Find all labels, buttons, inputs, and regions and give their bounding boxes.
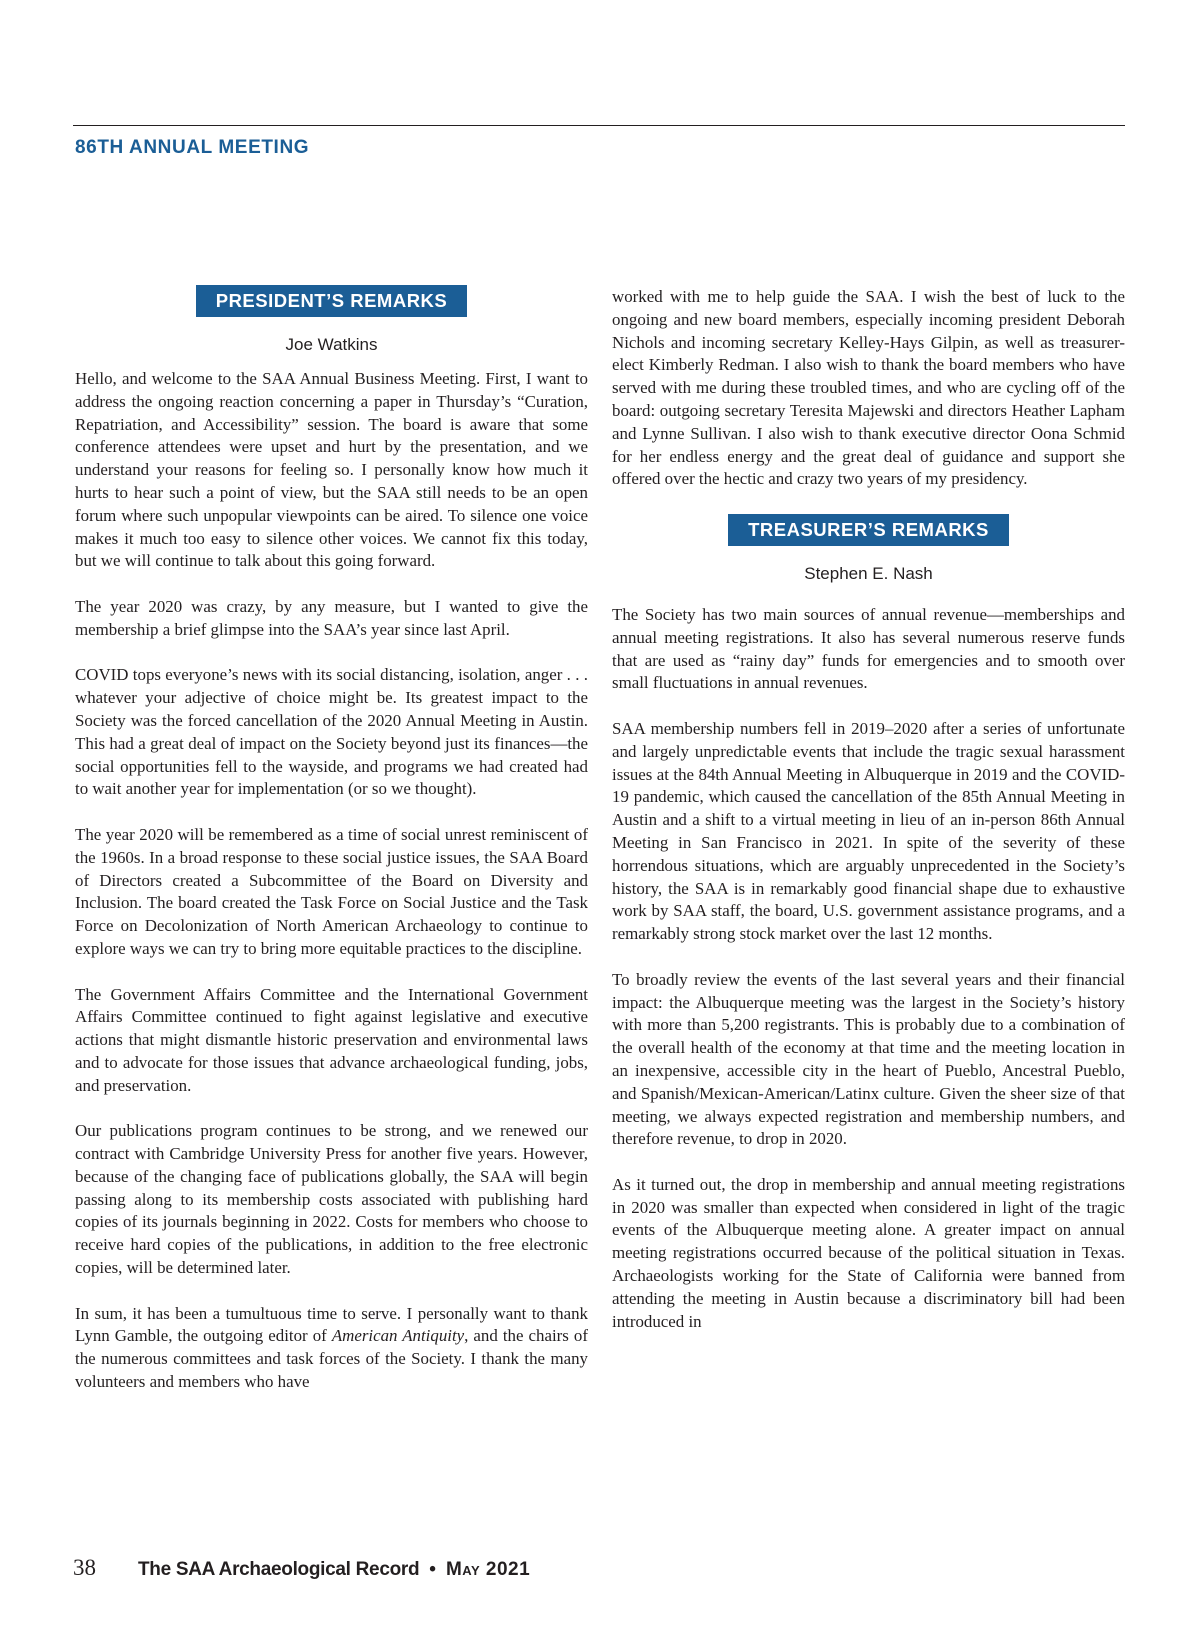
- president-remarks-heading: PRESIDENT’S REMARKS: [196, 285, 468, 317]
- treasurer-author: Stephen E. Nash: [804, 563, 933, 583]
- closing-text: , and the chairs of the numerous committees and task forces of the Society. I thank the many volunteers and members who have: [75, 1326, 588, 1392]
- paragraph: COVID tops everyone’s news with its social distancing, isolation, anger . . . whatever your adjective of choice might be. Its greatest impact to the Society was the forced cancellation of the 2020 Annual Meeting in Austin. This had a great deal of impact on the Society beyond just its finances—the social opportunities fell to the wayside, and programs we had created had to wait another year for implementation (or so we thought).: [75, 665, 588, 799]
- president-author: Joe Watkins: [285, 335, 378, 354]
- paragraph: The Government Affairs Committee and the International Government Affairs Committee continued to fight against legislative and executive actions that might dismantle historic preservation and environmental laws and to advocate for those issues that advance archaeological funding, jobs, and preservation.: [75, 984, 588, 1095]
- header-rule: [73, 125, 1125, 126]
- issue-date: May 2021: [445, 1559, 531, 1580]
- treasurer-remarks-heading: TREASURER’S REMARKS: [728, 514, 1009, 546]
- closing-text: In sum, it has been a tumultuous time to serve. I personally want to thank Lynn Gamble, the outgoing editor of: [75, 1303, 588, 1346]
- paragraph: Hello, and welcome to the SAA Annual Business Meeting. First, I want to address the ongoing reaction concerning a paper in Thursday’s “Curation, Repatriation, and Accessibility” session. The board is aware that some conference attendees were upset and hurt by the presentation, and we understand your reasons for feeling so. I personally know how much it hurts to hear such a point of view, but the SAA still needs to be an open forum where such unpopular viewpoints can be aired. To silence one voice makes it much too easy to silence other voices. We cannot fix this today, but we will continue to talk about this going forward.: [75, 369, 588, 571]
- paragraph: The Society has two main sources of annual revenue—memberships and annual meeting registrations. It also has several numerous reserve funds that are used as “rainy day” funds for emergencies and to smooth over small fluctuations in annual revenues.: [612, 604, 1125, 693]
- paragraph: To broadly review the events of the last several years and their financial impact: the Albuquerque meeting was the largest in the Society’s history with more than 5,200 registrants. This is probably due to a combination of the overall health of the economy at that time and the meeting location in an inexpensive, accessible city in the heart of Pueblo, Ancestral Pueblo, and Spanish/Mexican-American/Latinx culture. Given the sheer size of that meeting, we always expected registration and membership numbers, and therefore revenue, to drop in 2020.: [612, 969, 1125, 1149]
- journal-name: The SAA Archaeological Record: [138, 1559, 420, 1580]
- paragraph: The year 2020 was crazy, by any measure, but I wanted to give the membership a brief glimpse into the SAA’s year since last April.: [75, 596, 588, 639]
- paragraph: As it turned out, the drop in membership and annual meeting registrations in 2020 was smaller than expected when considered in light of the tragic events of the Albuquerque meeting alone. A greater impact on annual meeting registrations occurred because of the political situation in Texas. Archaeologists working for the State of California were banned from attending the meeting in Austin because a discriminatory bill had been introduced in: [612, 1174, 1125, 1331]
- closing-paragraph: [75, 1303, 588, 1394]
- section-title: 86TH ANNUAL MEETING: [75, 137, 310, 158]
- journal-title: American Antiquity: [331, 1326, 465, 1346]
- left-column: [75, 285, 588, 1394]
- paragraph: The year 2020 will be remembered as a time of social unrest reminiscent of the 1960s. In a broad response to these social justice issues, the SAA Board of Directors created a Subcommittee of the Board on Diversity and Inclusion. The board created the Task Force on Social Justice and the Task Force on Decolonization of North American Archaeology to continue to explore ways we can try to bring more equitable practices to the discipline.: [75, 824, 588, 958]
- page-number: 38: [73, 1555, 96, 1580]
- paragraph: Our publications program continues to be strong, and we renewed our contract with Cambridge University Press for another five years. However, because of the changing face of publications globally, the SAA will begin passing along to its membership costs associated with publishing hard copies of its journals beginning in 2022. Costs for members who choose to receive hard copies of the publications, in addition to the free electronic copies, will be determined later.: [75, 1121, 588, 1278]
- paragraph: SAA membership numbers fell in 2019–2020 after a series of unfortunate and largely unpredictable events that include the tragic sexual harassment issues at the 84th Annual Meeting in Albuquerque in 2019 and the COVID-19 pandemic, which caused the cancellation of the 85th Annual Meeting in Austin and a shift to a virtual meeting in lieu of an in-person 86th Annual Meeting in San Francisco in 2021. In spite of the severity of these horrendous situations, which are arguably unprecedented in the Society’s history, the SAA is in remarkably good financial shape due to exhaustive work by SAA staff, the board, U.S. government assistance programs, and a remarkably strong stock market over the last 12 months.: [612, 718, 1125, 944]
- page-footer: [73, 1555, 530, 1581]
- right-column: [612, 286, 1125, 1333]
- continued-paragraph: worked with me to help guide the SAA. I wish the best of luck to the ongoing and new board members, especially incoming president Deborah Nichols and incoming secretary Kelley-Hays Gilpin, as well as treasurer-elect Kimberly Redman. I also wish to thank the board members who have served with me during these troubled times, and who are cycling off of the board: outgoing secretary Teresita Majewski and directors Heather Lapham and Lynne Sullivan. I also wish to thank executive director Oona Schmid for her endless energy and the great deal of guidance and support she offered over the hectic and crazy two years of my presidency.: [612, 287, 1125, 489]
- bullet-separator: •: [429, 1559, 436, 1580]
